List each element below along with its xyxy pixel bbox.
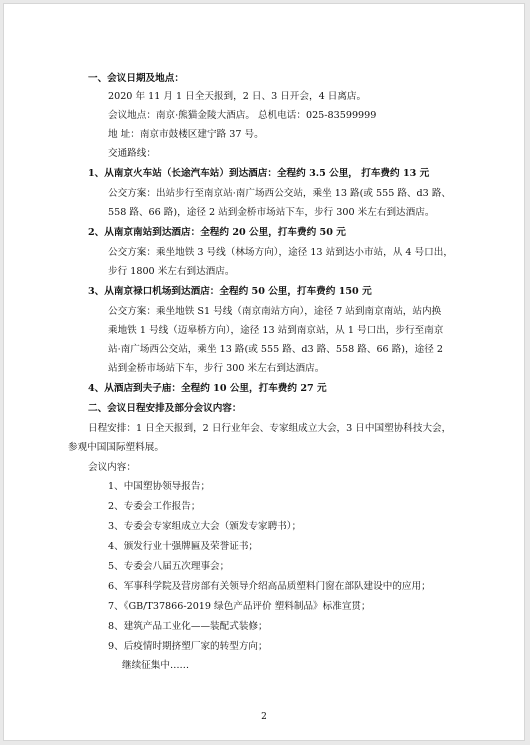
agenda-item-2: 2、专委会工作报告； bbox=[108, 501, 201, 512]
meeting-venue: 会议地点：南京·熊猫金陵大酒店。 总机电话：025-83599999 bbox=[108, 110, 377, 121]
route-2-heading: 2、从南京南站到达酒店：全程约 20 公里，打车费约 50 元 bbox=[88, 227, 346, 238]
schedule-line-1: 日程安排：1 日全天报到，2 日行业年会、专家组成立大会，3 日中国塑协科技大会， bbox=[88, 423, 452, 434]
route-1-line-2: 558 路、66 路)，途径 2 站到金桥市场站下车，步行 300 米左右到达酒店。 bbox=[108, 207, 435, 218]
agenda-item-9: 9、后疫情时期挤塑厂家的转型方向； bbox=[108, 641, 268, 652]
route-1-line-1: 公交方案：出站步行至南京站·南广场西公交站，乘坐 13 路(或 555 路、d3 路、 bbox=[108, 188, 452, 199]
section-1-heading: 一、会议日期及地点： bbox=[88, 73, 184, 84]
agenda-item-6: 6、军事科学院及营房部有关领导介绍高品质塑料门窗在部队建设中的应用； bbox=[108, 581, 431, 592]
route-1-heading: 1、从南京火车站（长途汽车站）到达酒店：全程约 3.5 公里， 打车费约 13 元 bbox=[88, 168, 430, 179]
route-2-line-2: 步行 1800 米左右到达酒店。 bbox=[108, 266, 235, 277]
route-3-line-2: 乘地铁 1 号线（迈皋桥方向），途径 13 站到南京站，从 1 号口出，步行至南京 bbox=[108, 325, 444, 336]
transport-label: 交通路线： bbox=[108, 148, 156, 159]
route-3-heading: 3、从南京禄口机场到达酒店：全程约 50 公里，打车费约 150 元 bbox=[88, 286, 372, 297]
route-4-heading: 4、从酒店到夫子庙：全程约 10 公里，打车费约 27 元 bbox=[88, 383, 327, 394]
route-3-line-3: 站·南广场西公交站，乘坐 13 路(或 555 路、d3 路、558 路、66 路)，途径 2 bbox=[108, 344, 443, 355]
agenda-item-more: 继续征集中…… bbox=[122, 660, 190, 671]
agenda-item-4: 4、颁发行业十强牌匾及荣誉证书； bbox=[108, 541, 259, 552]
meeting-address: 地 址：南京市鼓楼区建宁路 37 号。 bbox=[108, 129, 264, 140]
agenda-item-3: 3、专委会专家组成立大会（颁发专家聘书）； bbox=[108, 521, 302, 532]
route-3-line-1: 公交方案：乘坐地铁 S1 号线（南京南站方向），途径 7 站到南京南站，站内换 bbox=[108, 306, 442, 317]
agenda-item-5: 5、专委会八届五次理事会； bbox=[108, 561, 230, 572]
content-label: 会议内容： bbox=[88, 462, 136, 473]
agenda-item-8: 8、建筑产品工业化——装配式装修； bbox=[108, 621, 268, 632]
page-number: 2 bbox=[261, 712, 267, 722]
route-3-line-4: 站到金桥市场站下车，步行 300 米左右到达酒店。 bbox=[108, 363, 325, 374]
agenda-item-7: 7、《GB/T37866-2019 绿色产品评价 塑料制品》标准宣贯； bbox=[108, 601, 371, 612]
route-2-line-1: 公交方案：乘坐地铁 3 号线（林场方向），途径 13 站到达小市站，从 4 号口出， bbox=[108, 247, 453, 258]
schedule-line-2: 参观中国国际塑料展。 bbox=[68, 442, 164, 453]
agenda-item-1: 1、中国塑协领导报告； bbox=[108, 481, 211, 492]
document-page bbox=[3, 3, 525, 741]
section-2-heading: 二、会议日程安排及部分会议内容： bbox=[88, 403, 242, 414]
meeting-date: 2020 年 11 月 1 日全天报到，2 日、3 日开会，4 日离店。 bbox=[108, 91, 367, 102]
